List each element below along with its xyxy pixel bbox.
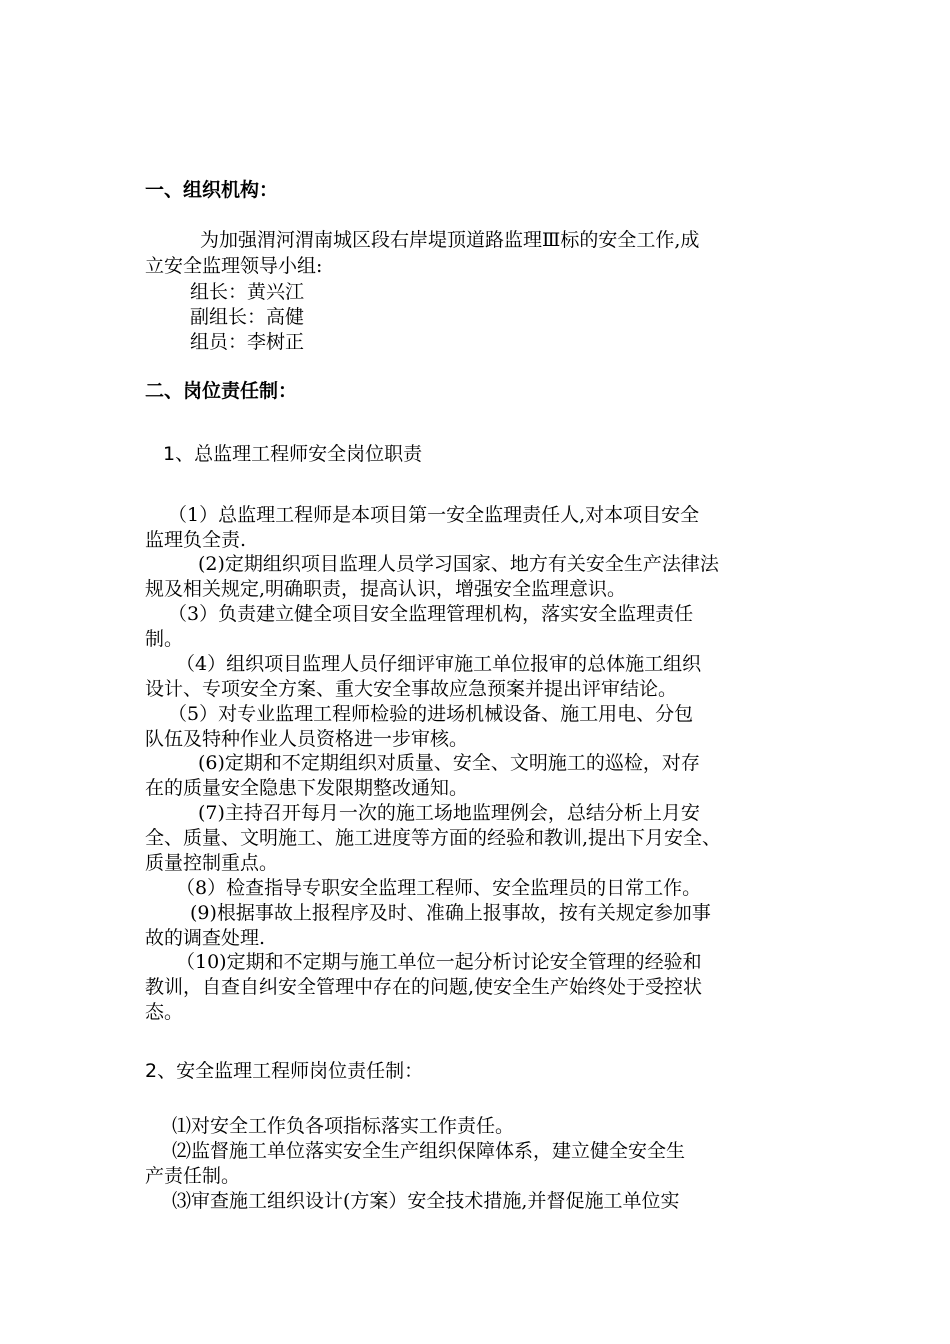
duty-line: 教训，自查自纠安全管理中存在的问题,使安全生产始终处于受控状 [145,976,703,998]
duty-line: 态。 [145,1001,184,1023]
duty-line: 在的质量安全隐患下发限期整改通知。 [145,777,469,799]
duty-line: （5）对专业监理工程师检验的进场机械设备、施工用电、分包 [168,703,694,725]
duty-line: ⑵监督施工单位落实安全生产组织保障体系，建立健全安全生 [172,1140,686,1162]
intro-paragraph-line: 为加强渭河渭南城区段右岸堤顶道路监理Ⅲ标的安全工作,成 [200,229,700,251]
duty-line: 规及相关规定,明确职责，提高认识，增强安全监理意识。 [145,578,627,600]
duty-line: 设计、专项安全方案、重大安全事故应急预案并提出评审结论。 [145,678,678,700]
subsection-heading-safety-engineer: 2、安全监理工程师岗位责任制： [145,1060,424,1082]
duty-line: 产责任制。 [145,1165,241,1187]
section-heading-organization: 一、组织机构： [145,179,279,201]
duty-line: 队伍及特种作业人员资格进一步审核。 [145,728,469,750]
duty-line: 故的调查处理. [145,927,266,949]
duty-line: 监理负全责. [145,529,247,551]
intro-paragraph-line: 立安全监理领导小组: [145,255,323,277]
subsection-heading-chief-engineer: 1、总监理工程师安全岗位职责 [163,443,423,465]
duty-line: (6)定期和不定期组织对质量、安全、文明施工的巡检，对存 [198,752,700,774]
team-member: 组员：李树正 [190,331,305,353]
duty-line: （4）组织项目监理人员仔细评审施工单位报审的总体施工组织 [176,653,702,675]
team-deputy: 副组长：高健 [190,306,305,328]
duty-line: (7)主持召开每月一次的施工场地监理例会，总结分析上月安 [198,802,700,824]
duty-line: 全、质量、文明施工、施工进度等方面的经验和教训,提出下月安全、 [145,827,722,849]
duty-line: （3）负责建立健全项目安全监理管理机构，落实安全监理责任 [168,603,694,625]
duty-line: ⑶审查施工组织设计(方案）安全技术措施,并督促施工单位实 [172,1190,680,1212]
duty-line: (2)定期组织项目监理人员学习国家、地方有关安全生产法律法 [198,553,719,575]
duty-line: (9)根据事故上报程序及时、准确上报事故，按有关规定参加事 [190,902,711,924]
duty-line: 制。 [145,628,184,650]
section-heading-responsibility: 二、岗位责任制： [145,380,298,402]
duty-line: （8）检查指导专职安全监理工程师、安全监理员的日常工作。 [176,877,702,899]
duty-line: （10)定期和不定期与施工单位一起分析讨论安全管理的经验和 [176,951,702,973]
duty-line: （1）总监理工程师是本项目第一安全监理责任人,对本项目安全 [168,504,700,526]
duty-line: 质量控制重点。 [145,852,279,874]
duty-line: ⑴对安全工作负各项指标落实工作责任。 [172,1115,515,1137]
team-leader: 组长：黄兴江 [190,281,305,303]
